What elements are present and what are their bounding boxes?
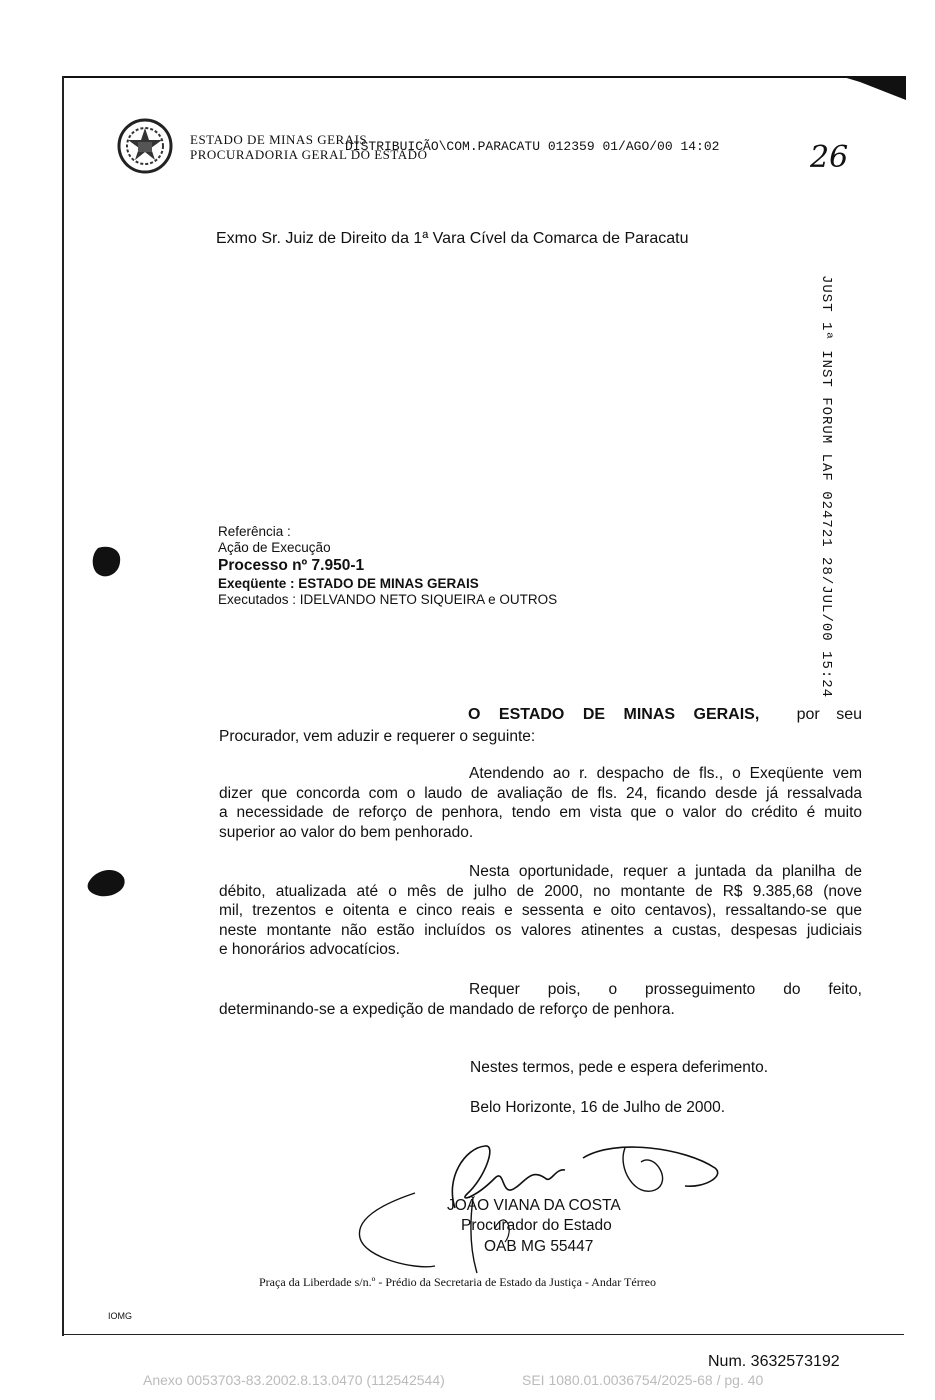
paragraph-debt <box>219 862 862 960</box>
header-state: ESTADO DE MINAS GERAIS <box>190 132 368 147</box>
text-line: e honorários advocatícios. <box>219 941 400 958</box>
executados: Executados : IDELVANDO NETO SIQUEIRA e OUTROS <box>218 592 558 607</box>
text-line: determinando-se a expedição de mandado de reforço de penhora. <box>219 1000 675 1018</box>
forum-stamp: JUST 1ª INST FORUM LAF 024721 28/JUL/00 15:24 <box>818 275 834 699</box>
footer-address: Praça da Liberdade s/n.º - Prédio da Secretaria de Estado da Justiça - Andar Térreo <box>259 1275 657 1289</box>
paragraph-evaluation <box>219 764 862 842</box>
text-line: dizer que concorda com o laudo de avaliação de fls. 24, ficando desde já ressalvada <box>219 784 862 802</box>
paragraph-intro-line1 <box>468 705 862 725</box>
paragraph-request <box>219 980 862 1019</box>
iomg-mark: IOMG <box>108 1311 132 1321</box>
reference-block <box>218 524 557 608</box>
exequente: Exeqüente : ESTADO DE MINAS GERAIS <box>218 576 479 591</box>
bottom-border <box>62 1334 904 1335</box>
text-line: a necessidade de reforço de penhora, tendo em vista que o valor do crédito é muito <box>219 804 862 821</box>
signer-oab: OAB MG 55447 <box>484 1238 594 1255</box>
text-line: Requer pois, o prosseguimento do feito, <box>469 981 862 998</box>
state-name-bold: O ESTADO DE MINAS GERAIS, <box>468 706 760 723</box>
distribution-stamp: DISTRIBUICÃO\COM.PARACATU 012359 01/AGO/00 14:02 <box>345 139 720 154</box>
action-type: Ação de Execução <box>218 540 331 555</box>
addressee: Exmo Sr. Juiz de Direito da 1ª Vara Cível da Comarca de Paracatu <box>216 230 689 247</box>
signer-role: Procurador do Estado <box>461 1217 612 1234</box>
reference-label: Referência : <box>218 524 291 539</box>
ink-blot <box>84 866 128 900</box>
text-line: Nesta oportunidade, requer a juntada da planilha de <box>469 863 862 880</box>
text-line: mil, trezentos e oitenta e cinco reais e sessenta e oito centavos), ressaltando-se que <box>219 902 862 919</box>
text-line: Atendendo ao r. despacho de fls., o Exeqüente vem <box>469 765 862 782</box>
page-number-handwritten: 26 <box>810 140 849 175</box>
paragraph-intro-line2: Procurador, vem aduzir e requerer o seguinte: <box>219 728 536 745</box>
coat-of-arms-icon <box>114 116 176 176</box>
text-line: neste montante não estão incluídos os valores atinentes a custas, despesas judiciais <box>219 921 862 939</box>
text-line: débito, atualizada até o mês de julho de 2000, no montante de R$ 9.385,68 (nove <box>219 882 862 900</box>
intro-rest: por seu <box>796 706 862 723</box>
header-procuradoria: PROCURADORIA GERAL DO ESTADO <box>190 147 428 162</box>
process-number: Processo nº 7.950-1 <box>218 557 365 574</box>
num-id: Num. 3632573192 <box>708 1353 840 1370</box>
text-line: superior ao valor do bem penhorado. <box>219 823 474 841</box>
annex-watermark: Anexo 0053703-83.2002.8.13.0470 (112542544) <box>143 1372 445 1388</box>
ink-blot <box>90 544 126 580</box>
top-border <box>62 76 904 78</box>
corner-mark <box>840 74 906 100</box>
signer-name: JOÃO VIANA DA COSTA <box>447 1197 621 1214</box>
left-border <box>62 76 64 1336</box>
closing-formula: Nestes termos, pede e espera deferimento. <box>470 1059 769 1076</box>
sei-watermark: SEI 1080.01.0036754/2025-68 / pg. 40 <box>522 1372 764 1388</box>
date-line: Belo Horizonte, 16 de Julho de 2000. <box>470 1099 726 1116</box>
